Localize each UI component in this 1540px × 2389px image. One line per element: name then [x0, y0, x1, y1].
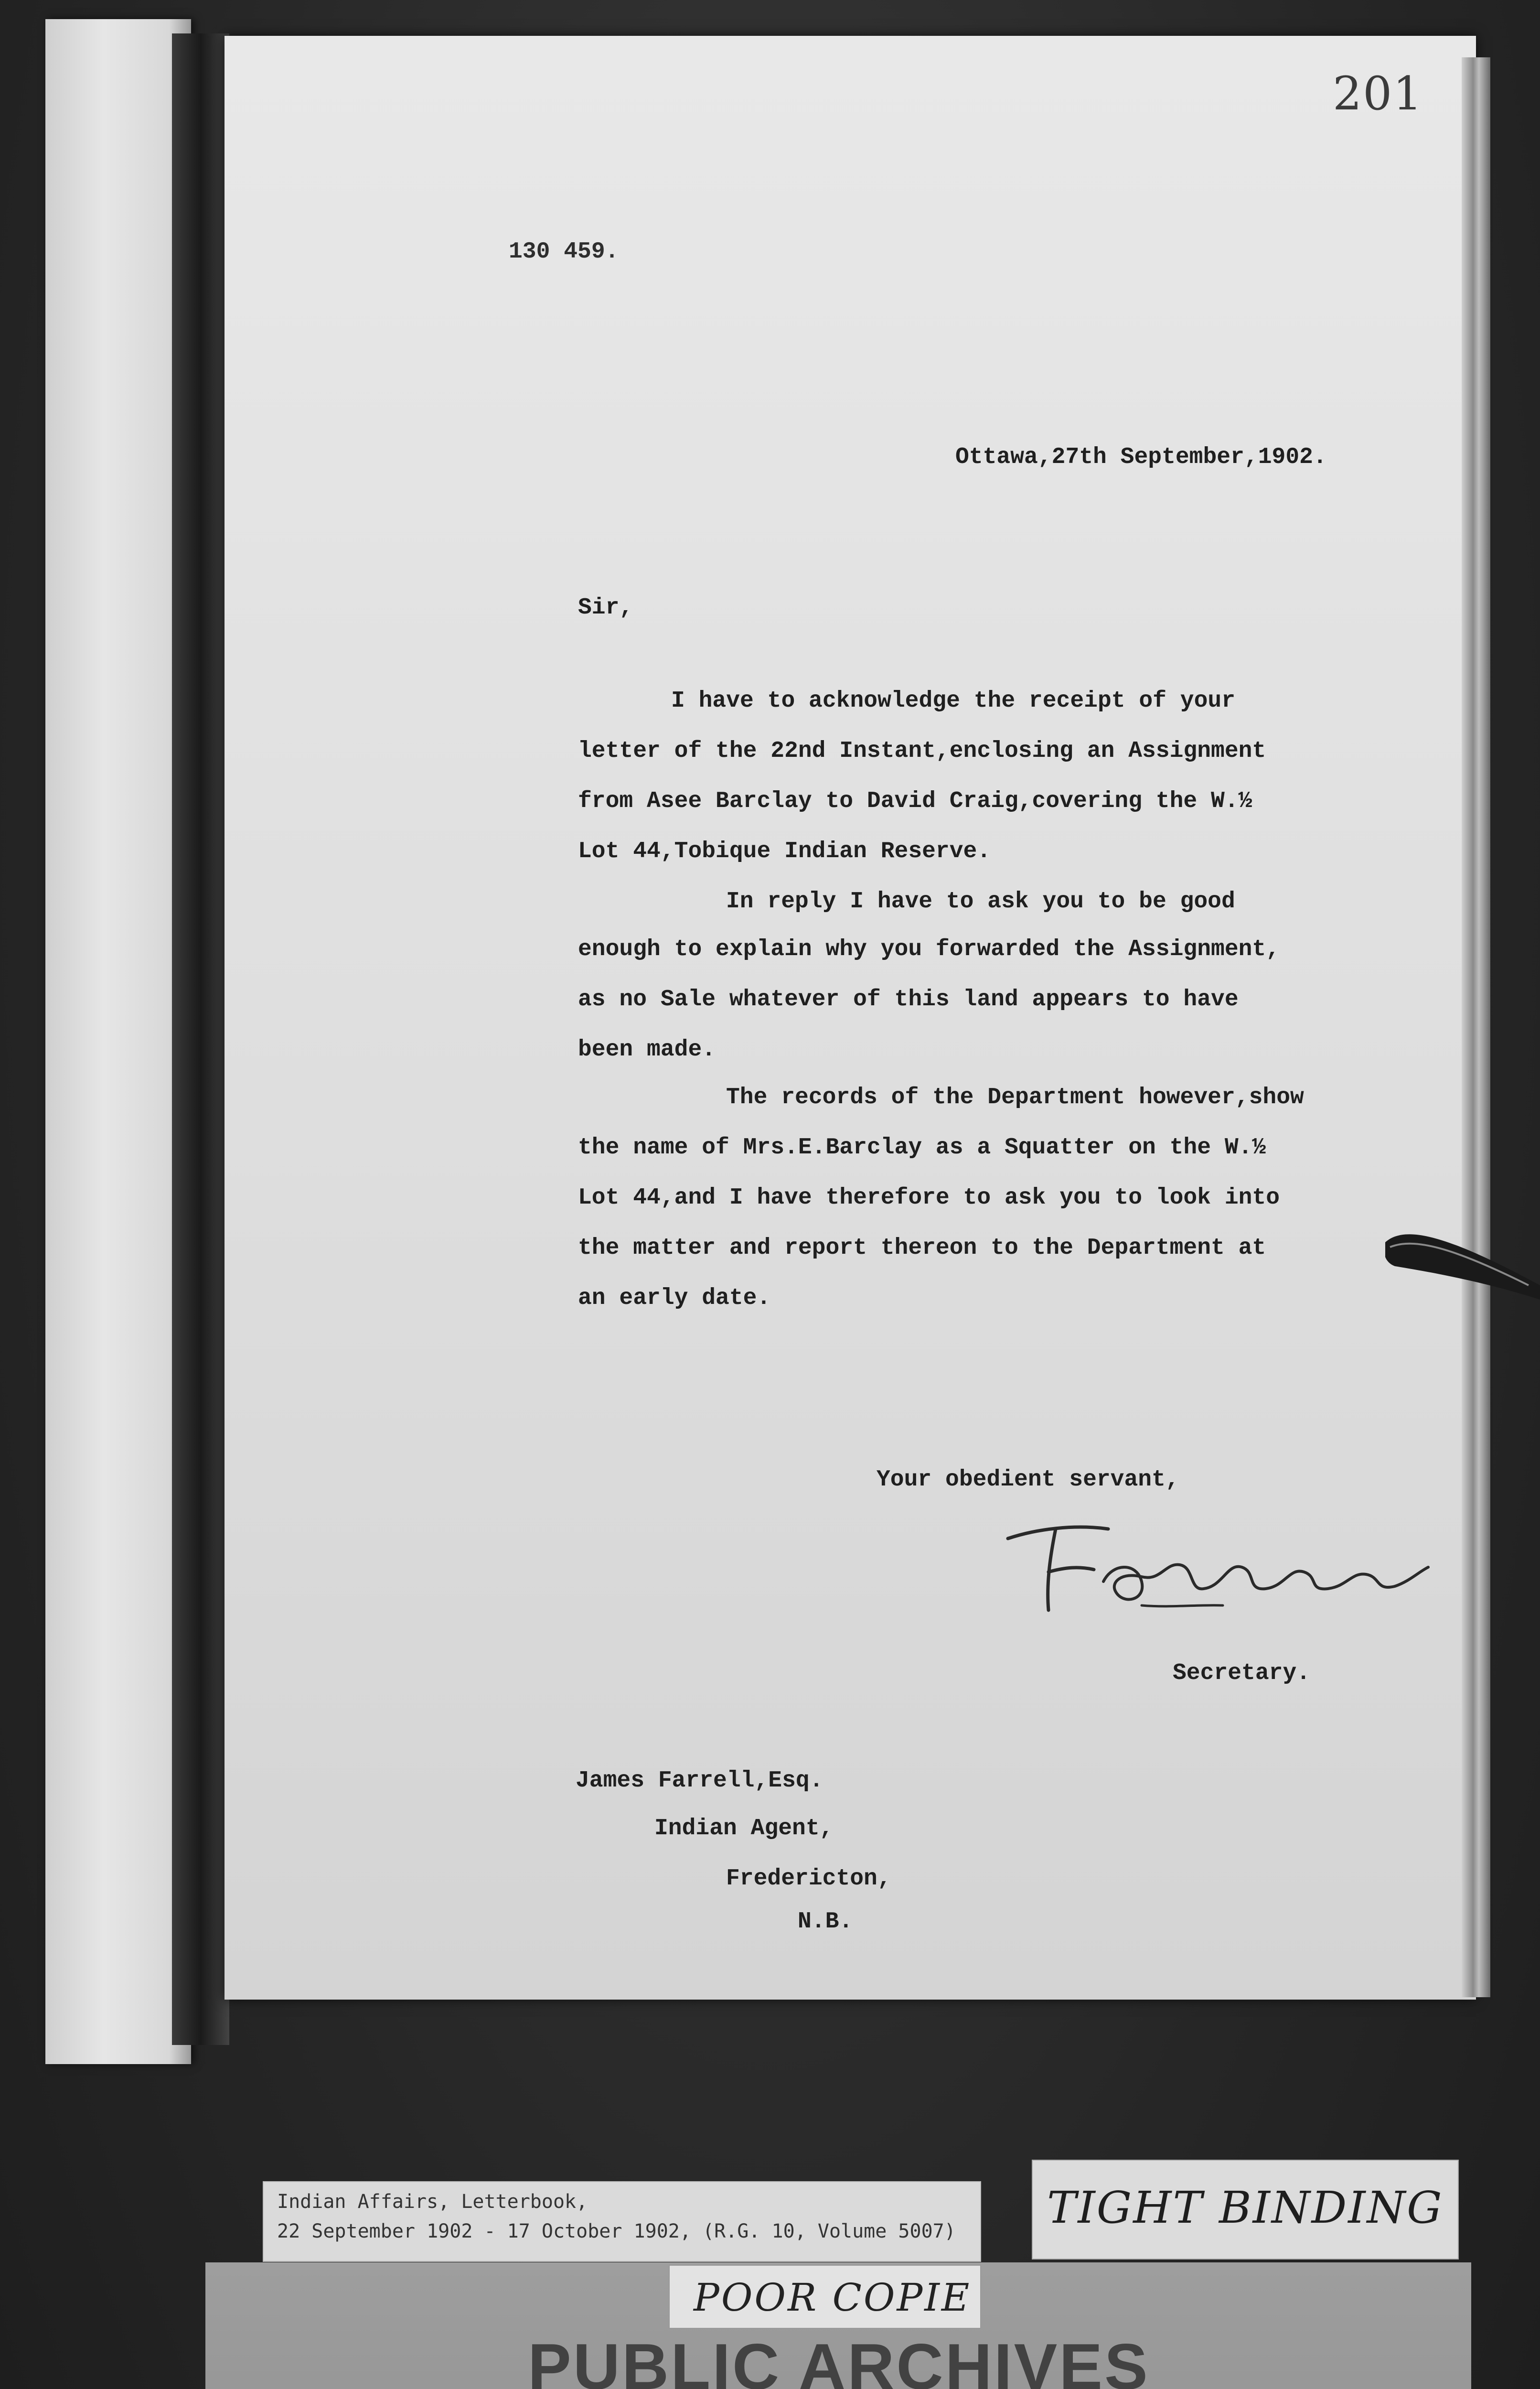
body-line: letter of the 22nd Instant,enclosing an Assignment: [578, 738, 1266, 764]
body-line: enough to explain why you forwarded the Assignment,: [578, 936, 1280, 962]
body-line: Lot 44,and I have therefore to ask you to look into: [578, 1185, 1280, 1211]
binding-tag-text: TIGHT BINDING: [1047, 2182, 1444, 2233]
page-number: 201: [1333, 67, 1423, 120]
page-pointer-tool: [1385, 1228, 1540, 1324]
body-line: the matter and report thereon to the Department at: [578, 1235, 1266, 1261]
letter-page: [225, 36, 1476, 2000]
archive-caption-label: [263, 2181, 981, 2262]
tight-binding-tag: [1032, 2160, 1459, 2260]
page-stack-edge: [1462, 57, 1490, 1997]
letter-date: Ottawa,27th September,1902.: [955, 444, 1327, 470]
body-line: the name of Mrs.E.Barclay as a Squatter on the W.½: [578, 1135, 1266, 1161]
body-line: In reply I have to ask you to be good: [726, 889, 1235, 915]
caption-line: Indian Affairs, Letterbook,: [277, 2191, 588, 2213]
body-line: as no Sale whatever of this land appears to have: [578, 987, 1239, 1012]
body-line: an early date.: [578, 1285, 771, 1311]
address-line: N.B.: [798, 1909, 853, 1935]
body-line: I have to acknowledge the receipt of your: [671, 688, 1235, 714]
body-line: been made.: [578, 1037, 716, 1063]
address-line: Fredericton,: [726, 1866, 891, 1892]
address-line: Indian Agent,: [654, 1816, 834, 1841]
facing-page-edge: [45, 19, 191, 2064]
signature: [998, 1510, 1438, 1634]
poor-copy-text: POOR COPIE: [694, 2275, 972, 2320]
address-line: James Farrell,Esq.: [576, 1768, 823, 1794]
closing: Your obedient servant,: [877, 1467, 1179, 1493]
body-line: from Asee Barclay to David Craig,covering the W.½: [578, 788, 1252, 814]
binding-gutter: [172, 33, 229, 2045]
poor-copy-tag: [669, 2265, 981, 2329]
signatory-title: Secretary.: [1173, 1660, 1311, 1686]
stamp-line: PUBLIC ARCHIVES: [528, 2330, 1150, 2389]
salutation: Sir,: [578, 595, 633, 621]
body-line: Lot 44,Tobique Indian Reserve.: [578, 839, 991, 864]
reference-number: 130 459.: [509, 239, 619, 265]
caption-line: 22 September 1902 - 17 October 1902, (R.G. 10, Volume 5007): [277, 2220, 956, 2242]
body-line: The records of the Department however,show: [726, 1085, 1304, 1110]
